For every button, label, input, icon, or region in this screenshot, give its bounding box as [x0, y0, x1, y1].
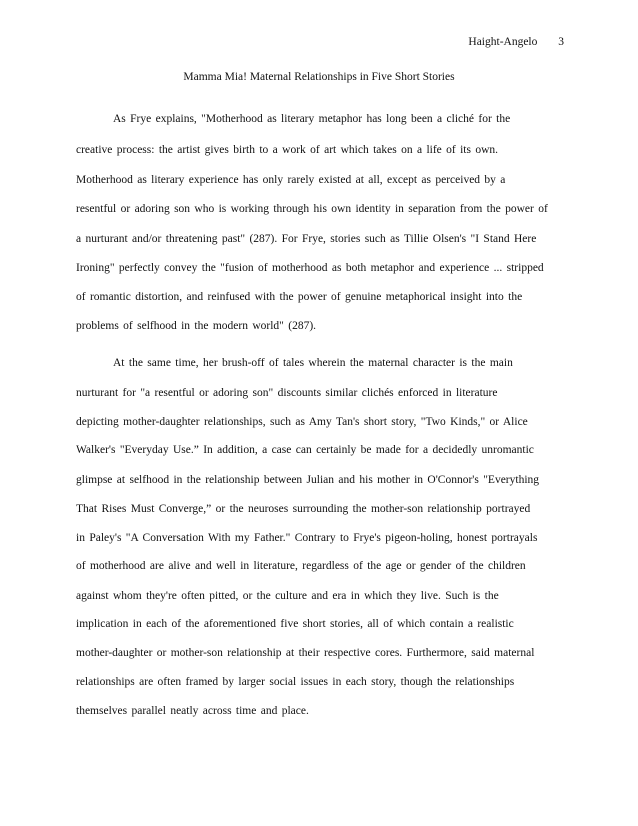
paragraph-1-line-7: of romantic distortion, and reinfused with the power of genuine metaphorical insight into the	[76, 291, 523, 303]
paragraph-1-line-3: Motherhood as literary experience has only rarely existed at all, except as perceived by a	[76, 174, 506, 186]
paragraph-2-line-7: in Paley's "A Conversation With my Father." Contrary to Frye's pigeon-holing, honest portrayals	[76, 532, 538, 544]
paragraph-2-line-10: implication in each of the aforementioned five short stories, all of which contain a realistic	[76, 618, 514, 630]
paragraph-2-line-13: themselves parallel neatly across time and place.	[76, 705, 309, 717]
paragraph-1-line-1: As Frye explains, "Motherhood as literary metaphor has long been a cliché for the	[113, 113, 511, 125]
paragraph-2-line-4: Walker's "Everyday Use.” In addition, a case can certainly be made for a decidedly unromantic	[76, 444, 534, 456]
paragraph-2-line-6: That Rises Must Converge,” or the neuroses surrounding the mother-son relationship portrayed	[76, 503, 531, 515]
paragraph-2-line-9: against whom they're often pitted, or the culture and era in which they live. Such is the	[76, 590, 499, 602]
paragraph-2-line-3: depicting mother-daughter relationships, such as Amy Tan's short story, "Two Kinds," or Alice	[76, 416, 528, 428]
paragraph-2-line-8: of motherhood are alive and well in literature, regardless of the age or gender of the children	[76, 560, 526, 572]
paragraph-2-line-2: nurturant for "a resentful or adoring son" discounts similar clichés enforced in literature	[76, 387, 498, 399]
header-author: Haight-Angelo	[468, 36, 538, 48]
paragraph-1-line-8: problems of selfhood in the modern world" (287).	[76, 320, 317, 332]
running-header	[468, 36, 564, 48]
essay-title: Mamma Mia! Maternal Relationships in Five Short Stories	[183, 71, 455, 83]
paragraph-1-line-2: creative process: the artist gives birth to a work of art which takes on a life of its own.	[76, 144, 499, 156]
paragraph-2-line-12: relationships are often framed by larger social issues in each story, though the relationships	[76, 676, 515, 688]
paragraph-2-line-1: At the same time, her brush-off of tales wherein the maternal character is the main	[113, 357, 513, 369]
paragraph-1-line-6: Ironing" perfectly convey the "fusion of motherhood as both metaphor and experience ... stripped	[76, 262, 544, 274]
paragraph-2-line-5: glimpse at selfhood in the relationship between Julian and his mother in O'Connor's "Everything	[76, 474, 540, 486]
paragraph-1-line-5: a nurturant and/or threatening past" (287). For Frye, stories such as Tillie Olsen's "I Stand Here	[76, 233, 537, 245]
page-number: 3	[558, 36, 564, 48]
paragraph-2-line-11: mother-daughter or mother-son relationship at their respective cores. Furthermore, said maternal	[76, 647, 535, 659]
paragraph-1-line-4: resentful or adoring son who is working through his own identity in separation from the power of	[76, 203, 548, 215]
